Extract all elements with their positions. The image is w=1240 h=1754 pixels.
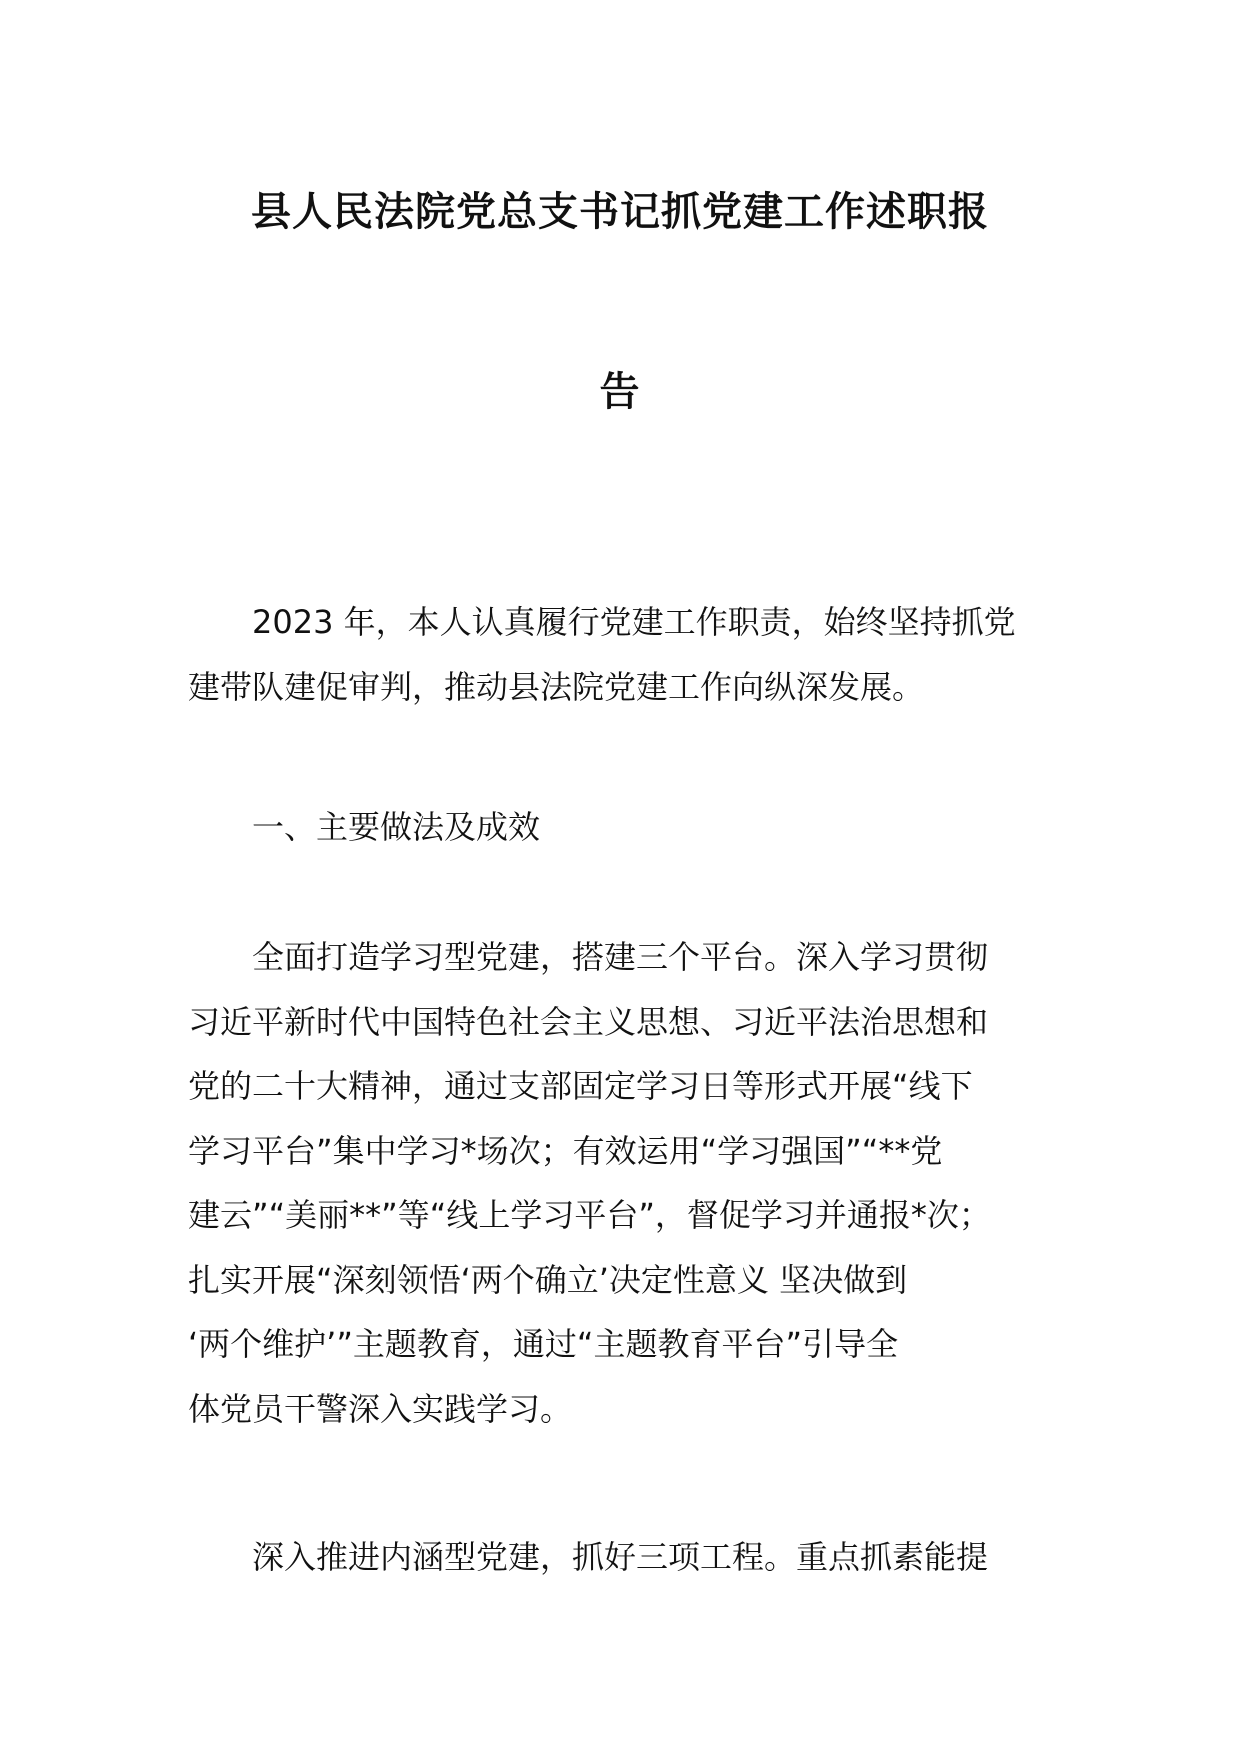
body-paragraph-1 bbox=[188, 925, 1068, 1441]
document-title-line-2: 告 bbox=[599, 369, 641, 415]
paragraph-line: 党的二十大精神，通过支部固定学习日等形式开展“线下 bbox=[188, 1067, 973, 1105]
document-title-line-1: 县人民法院党总支书记抓党建工作述职报 bbox=[251, 189, 989, 235]
intro-paragraph bbox=[188, 590, 1068, 719]
paragraph-line: 学习平台”集中学习*场次；有效运用“学习强国”“**党 bbox=[188, 1131, 943, 1170]
paragraph-line: 建带队建促审判，推动县法院党建工作向纵深发展。 bbox=[188, 667, 925, 706]
section-heading bbox=[188, 795, 1068, 860]
paragraph-line: 建云”“美丽**”等“线上学习平台”，督促学习并通报*次； bbox=[188, 1196, 991, 1234]
paragraph-line: 扎实开展“深刻领悟‘两个确立’决定性意义 坚决做到 bbox=[188, 1260, 908, 1299]
paragraph-line: ‘两个维护’”主题教育，通过“主题教育平台”引导全 bbox=[188, 1325, 899, 1363]
paragraph-line: 习近平新时代中国特色社会主义思想、习近平法治思想和 bbox=[188, 1002, 989, 1041]
section-heading-text: 一、主要做法及成效 bbox=[252, 808, 541, 846]
paragraph-line: 全面打造学习型党建，搭建三个平台。深入学习贯彻 bbox=[252, 938, 989, 976]
body-paragraph-2 bbox=[188, 1525, 1068, 1590]
paragraph-line: 体党员干警深入实践学习。 bbox=[188, 1389, 573, 1428]
paragraph-line: 2023 年，本人认真履行党建工作职责，始终坚持抓党 bbox=[252, 603, 1016, 641]
paragraph-line: 深入推进内涵型党建，抓好三项工程。重点抓素能提 bbox=[252, 1538, 989, 1576]
